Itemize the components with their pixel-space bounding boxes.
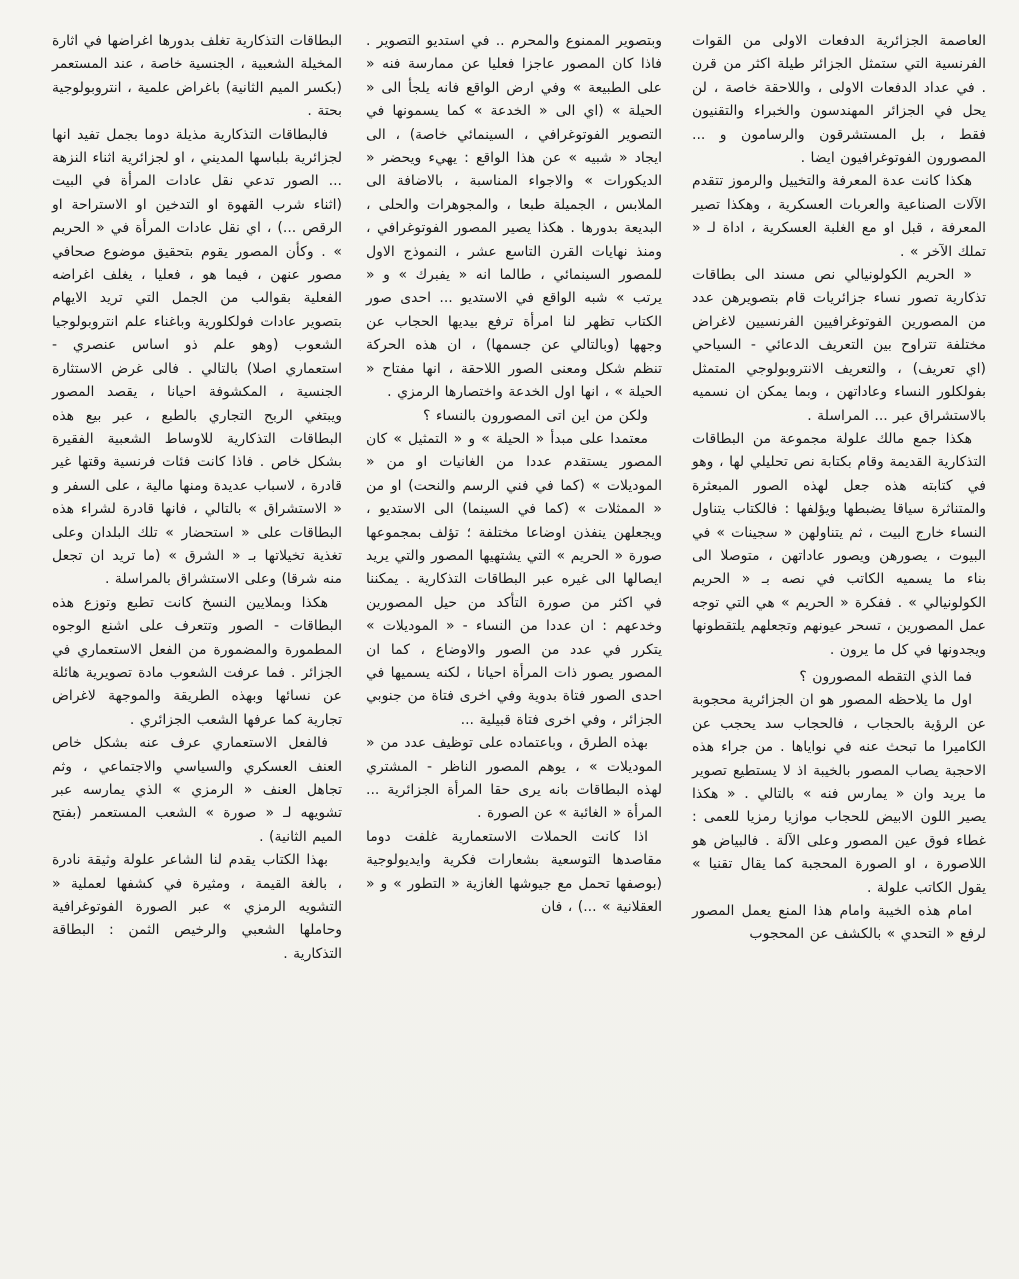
paragraph: هكذا وبملايين النسخ كانت تطبع وتوزع هذه البطاقات - الصور وتتعرف على اشنع الوجوه المطمورة والمضمورة من الفعل الاستعماري في الجزائر . فما عرفت الشعوب مادة تصويرية هائلة عن نسائها وبهذه الطريقة والموجهة لاغراض تجارية كما عرفها الشعب الجزائري . [52, 594, 342, 728]
paragraph: معتمدا على مبدأ « الحيلة » و « التمثيل » كان المصور يستقدم عددا من الغانيات او من « الموديلات » (كما في فني الرسم والنحت) او من « الممثلات » (كما في السينما) الى الاستديو ، ويجعلهن ينفذن اوضاعا مختلفة ؛ تؤلف بمجموعها صورة « الحريم » التي يشتهيها المصور والتي يريد ايصالها الى غيره عبر البطاقات التذكارية . يمكننا في اكثر من صورة التأكد من حيل المصورين وخدعهم : ان عددا من النساء - « الموديلات » يتكرر في عدد من الصور والاوضاع ، كما ان المصور يصور ذات المرأة احيانا ، لكنه يسميها في احدى الصور فتاة بدوية وفي اخرى فتاة من جنوبي الجزائر ، وفي اخرى فتاة قبيلية ... [366, 430, 662, 728]
paragraph-question: ولكن من اين اتى المصورون بالنساء ؟ [422, 407, 648, 424]
paragraph: اول ما يلاحظه المصور هو ان الجزائرية محجوبة عن الرؤية بالحجاب ، فالحجاب سد يحجب عن الكاميرا ما تبحث عنه في نواياها . من جراء هذه الاحجبة يصاب المصور بالخيبة اذ لا يستطيع تصوير ما يريد وان « يمارس فنه » بالتالي . « هكذا يصير اللون الابيض للحجاب موازيا رمزيا للعمى : غطاء فوق عين المصور وعلى الآلة . فالبياض هو اللاصورة ، او الصورة المحجبة كما يقال تقنيا » يقول الكاتب علولة . [692, 692, 986, 896]
paragraph: العاصمة الجزائرية الدفعات الاولى من القوات الفرنسية التي ستمثل الجزائر طيلة اكثر من قرن . في عداد الدفعات الاولى ، واللاحقة خاصة ، لن يحل في الجزائر المهندسون والخبراء والتقنيون فقط ، بل المستشرقون والرسامون و ... المصورون الفوتوغرافيون ايضا . [692, 33, 986, 167]
paragraph: بهذه الطرق ، وباعتماده على توظيف عدد من « الموديلات » ، يوهم المصور الناظر - المشتري لهذه البطاقات بانه يرى حقا المرأة الجزائرية ... المرأة « الغائبة » عن الصورة . [366, 735, 662, 822]
paragraph: هكذا جمع مالك علولة مجموعة من البطاقات التذكارية القديمة وقام بكتابة نص تحليلي لها ، وهو في كتابته هذه جعل لهذه الصور المبعثرة والمتناثرة سياقا يضبطها ويؤلفها : فالكتاب يتناول النساء خارج البيت ، ثم يتناولهن « سجينات » في البيوت ، يصورهن ويصور عاداتهن ، متوصلا الى بناء ما يسميه الكاتب في نصه بـ « الحريم الكولونيالي » . ففكرة « الحريم » هي التي توجه عمل المصورين ، تسحر عيونهم وتجعلهم يلتقطونها ويجدونها في كل ما يرون . [692, 430, 986, 658]
paragraph: « الحريم الكولونيالي نص مسند الى بطاقات تذكارية تصور نساء جزائريات قام بتصويرهن عدد من المصورين الفوتوغرافيين الفرنسيين لاغراض مختلفة تتراوح بين التعريف الدعائي - السياحي (اي تعريف) ، والتعريف الانتروبولوجي المتمثل بفولكلور النساء وعاداتهن ، وبما يمكن ان نسميه بالاستشراق عبر ... المراسلة . [692, 267, 986, 424]
article-column-right [692, 30, 986, 947]
paragraph: اذا كانت الحملات الاستعمارية غلفت دوما مقاصدها التوسعية بشعارات فكرية وايديولوجية (بوصفها تحمل مع جيوشها الغازية « التطور » و « العقلانية » ...) ، فان [366, 828, 662, 916]
paragraph: فالفعل الاستعماري عرف عنه بشكل خاص العنف العسكري والسياسي والاجتماعي ، وثم تجاهل العنف « الرمزي » الذي يمارسه عبر تشويهه لـ « صورة » الشعب المستعمر (بفتح الميم الثانية) . [52, 735, 342, 845]
paragraph: البطاقات التذكارية تغلف بدورها اغراضها في اثارة المخيلة الشعبية ، الجنسية خاصة ، عند المستعمر (بكسر الميم الثانية) باغراض علمية ، انتروبولوجية بحتة . [52, 33, 342, 120]
article-column-middle [366, 30, 662, 919]
paragraph: بهذا الكتاب يقدم لنا الشاعر علولة وثيقة نادرة ، بالغة القيمة ، ومثيرة في كشفها لعملية « التشويه الرمزي » عبر الصورة الفوتوغرافية وحاملها الشعبي والرخيص الثمن : البطاقة التذكارية . [52, 852, 342, 962]
paragraph: وبتصوير الممنوع والمحرم .. في استديو التصوير . فاذا كان المصور عاجزا فعليا عن ممارسة فنه « على الطبيعة » وفي ارض الواقع فانه يلجأ الى « الحيلة » (اي الى « الخدعة » كما يسمونها في التصوير الفوتوغرافي ، السينمائي خاصة) ، الى ايجاد « شبيه » عن هذا الواقع : يهيء ويحضر « الديكورات » والاجواء المناسبة ، بالاضافة الى الملابس ، الجميلة طبعا ، والمجوهرات والحلى ، البديعة بدورها . هكذا يصير المصور الفوتوغرافي ، ومنذ نهايات القرن التاسع عشر ، النموذج الاول للمصور السينمائي ، طالما انه « يفبرك » و « يرتب » شبه الواقع في الاستديو ... احدى صور الكتاب تظهر لنا امرأة ترفع بيديها الحجاب عن وجهها (وبالتالي عن جسمها) ، ان هذه الحركة تنظم شكل ومعنى الصور اللاحقة ، انها مفتاح « الحيلة » ، انها اول الخدعة واختصارها الرمزي . [366, 33, 662, 401]
paragraph: فالبطاقات التذكارية مذيلة دوما بجمل تفيد انها لجزائرية بلباسها المديني ، او لجزائرية اثناء النزهة ... الصور تدعي نقل عادات المرأة في البيت (اثناء شرب القهوة او التدخين او الاستراحة او الرقص ...) ، اي نقل عادات المرأة في « الحريم » . وكأن المصور يقوم بتحقيق موضوع صحافي مصور عنهن ، فيما هو ، فعليا ، يغلف اغراضه الفعلية بقوالب من الجمل التي تريد الايهام بتصوير عادات فولكلورية وباغناء علم انتروبولوجيا الشعوب (وهو علم ذو اساس عنصري - استعماري اصلا) بالتالي . فالى غرض الاستثارة الجنسية ، المكشوفة احيانا ، يقصد المصور ويبتغي الربح التجاري بالطبع ، عبر بيع هذه البطاقات التذكارية للاوساط الشعبية الفقيرة بشكل خاص . فاذا كانت فئات فرنسية وقتها غير قادرة ، لاسباب عديدة ومنها مالية ، على السفر و « الاستشراق » بالتالي ، فانها قادرة لشراء هذه البطاقات على « استحضار » تلك البلدان وعلى تغذية تخيلاتها بـ « الشرق » (ما تريد ان تجعل منه شرقا) وعلى الاستشراق بالمراسلة . [52, 126, 342, 588]
paragraph: هكذا كانت عدة المعرفة والتخييل والرموز تتقدم الآلات الصناعية والعربات العسكرية ، وهكذا تصير المعرفة ، قبل او مع الغلبة العسكرية ، اداة لـ « تملك الآخر » . [692, 173, 986, 260]
paragraph: امام هذه الخيبة وامام هذا المنع يعمل المصور لرفع « التحدي » بالكشف عن المحجوب [692, 903, 986, 943]
paragraph-question: فما الذي التقطه المصورون ؟ [799, 668, 972, 685]
article-column-left [52, 30, 342, 966]
